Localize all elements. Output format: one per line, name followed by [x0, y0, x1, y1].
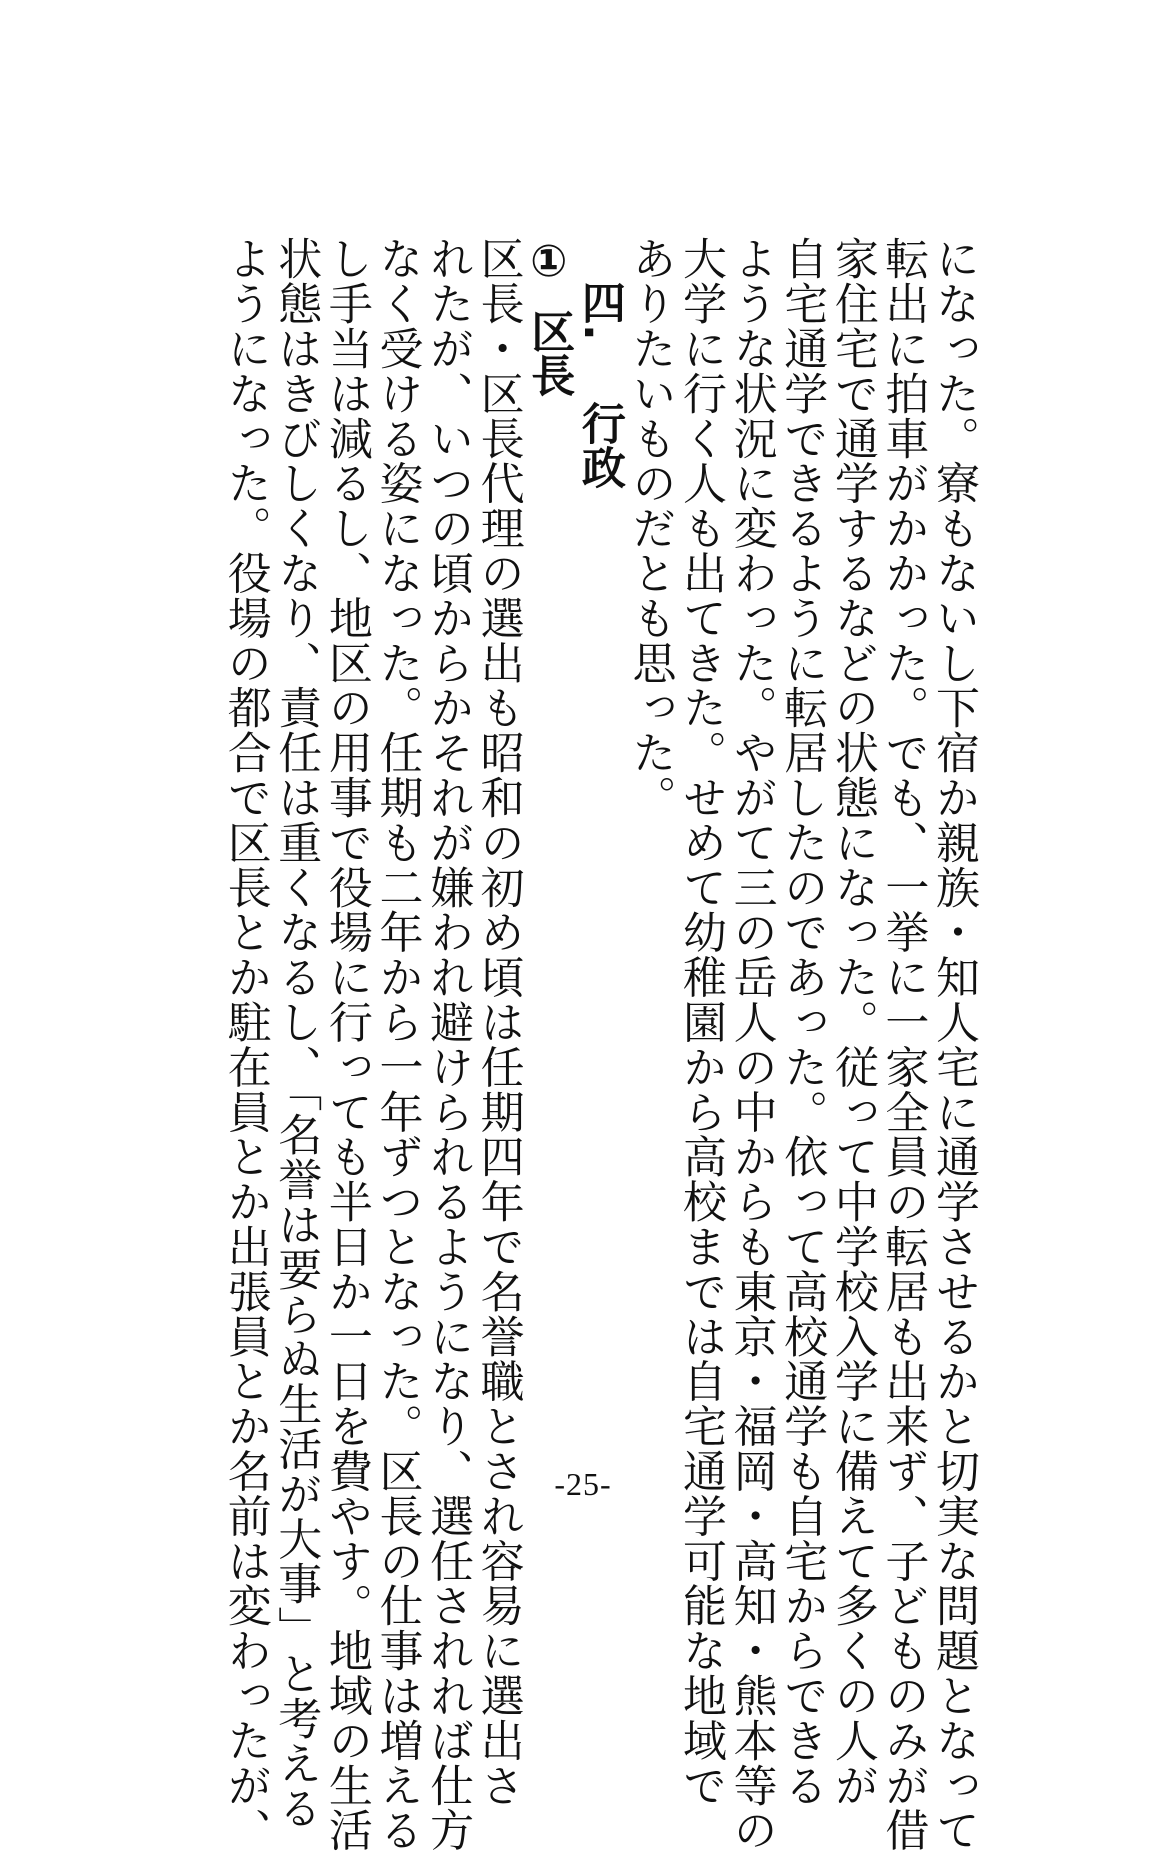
text-line: し手当は減るし、地区の用事で役場に行っても半日か一日を費やす。地域の生活 [320, 236, 372, 1852]
text-line: 転出に拍車がかかった。でも、一挙に一家全員の転居も出来ず、子どものみが借 [877, 236, 929, 1852]
text-line: れたが、いつの頃からかそれが嫌われ避けられるようになり、選任されれば仕方 [422, 236, 474, 1852]
section-heading [573, 236, 624, 1386]
text-line: になった。寮もないし下宿か親族・知人宅に通学させるかと切実な問題となって [928, 236, 979, 1852]
subsection-number: ① [523, 236, 575, 287]
text-line: ような状況に変わった。やがて三の岳人の中からも東京・福岡・高知・熊本等の [725, 236, 777, 1852]
text-line: 大学に行く人も出てきた。せめて幼稚園から高校までは自宅通学可能な地域で [675, 236, 727, 1808]
section-title: 行政 [573, 400, 625, 489]
subsection-title: 区長 [523, 309, 575, 397]
text-line: ようになった。役場の都合で区長とか駐在員とか出張員とか名前は変わったが、 [219, 236, 271, 1852]
text-line: 家住宅で通学するなどの状態になった。従って中学校入学に備えて多くの人が [826, 236, 878, 1808]
text-line: 自宅通学できるように転居したのであった。依って高校通学も自宅からできる [776, 236, 828, 1808]
section-number: 四. [573, 280, 625, 341]
text-line: ありたいものだとも思った。 [624, 236, 676, 820]
text-line: なく受ける姿になった。任期も二年から一年ずつとなった。区長の仕事は増える [371, 236, 423, 1852]
text-line: 区長・区長代理の選出も昭和の初め頃は任期四年で名誉職とされ容易に選出さ [472, 236, 524, 1808]
text-line: 状態はきびしくなり、責任は重くなるし、「名誉は要らぬ生活が大事」と考える [270, 236, 322, 1831]
page-number: -25- [554, 1466, 612, 1502]
subsection-heading [523, 236, 574, 1386]
